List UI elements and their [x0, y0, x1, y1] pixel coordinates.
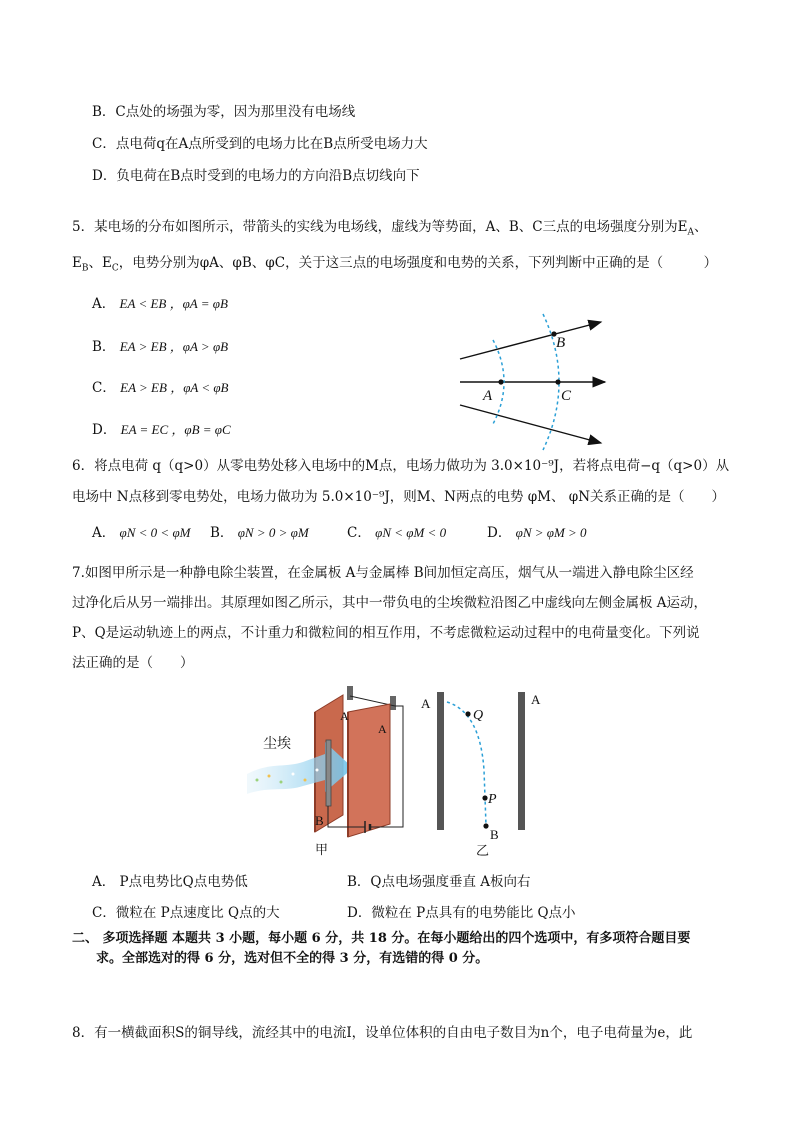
q5-option-c-label: C． [92, 380, 116, 396]
yi-plate-right [518, 692, 525, 830]
q4-option-b: B．C点处的场强为零，因为那里没有电场线 [92, 104, 356, 120]
field-line-top [460, 322, 601, 359]
q5-field-figure [455, 312, 615, 452]
q6-option-a-label: A． [92, 525, 116, 541]
q5-option-a-label: A． [92, 296, 116, 312]
q7-option-b: B．Q点电场强度垂直 A板向右 [347, 874, 531, 890]
q7-stem-line3: P、Q是运动轨迹上的两点，不计重力和微粒间的相互作用，不考虑微粒运动过程中的电荷量变化。下列说 [72, 625, 700, 641]
label-c: C [561, 388, 572, 404]
jia-label-rod: B [315, 813, 324, 828]
yi-label-a-right: A [531, 692, 541, 707]
q5-sep: 、E [88, 255, 112, 271]
q6-stem-line1: 6．将点电荷 q（q>0）从零电势处移入电场中的M点，电场力做功为 3.0×10⁻⁹J，若将点电荷−q（q>0）从 [72, 458, 730, 474]
post-right [390, 696, 396, 710]
yi-point-b [483, 823, 488, 828]
q7-figure-jia [245, 682, 420, 862]
jia-label: 甲 [315, 842, 329, 857]
q5-option-c [92, 378, 229, 398]
q5-sub-c: C [111, 263, 119, 274]
yi-label-p: P [488, 792, 497, 807]
q5-option-a-expr: EA < EB ，φA = φB [119, 296, 228, 311]
yi-label-q: Q [473, 708, 484, 723]
q8-stem-line1: 8．有一横截面积S的铜导线，流经其中的电流I，设单位体积的自由电子数目为n个，电子电荷量为e，此 [72, 1025, 693, 1041]
q7-stem-line1: 7.如图甲所示是一种静电除尘装置，在金属板 A与金属棒 B间加恒定高压，烟气从一端进入静电除尘区经 [72, 565, 694, 581]
q7-option-d: D．微粒在 P点具有的电势能比 Q点小 [347, 905, 576, 921]
yi-label-b: B [490, 827, 499, 842]
q5-sub-a: A [687, 227, 694, 238]
q7-stem-line2: 过净化后从另一端排出。其原理如图乙所示，其中一带负电的尘埃微粒沿图乙中虚线向左侧金属板 A运动， [72, 595, 708, 611]
q5-option-c-expr: EA > EB ，φA < φB [120, 380, 229, 395]
q7-option-a: A． P点电势比Q点电势低 [92, 874, 248, 890]
q5-option-b-label: B． [92, 339, 116, 355]
q6-option-c-expr: φN < φM < 0 [375, 525, 447, 540]
q5-option-d-label: D． [92, 422, 117, 438]
q6-option-d-expr: φN > φM > 0 [515, 525, 587, 540]
q7-stem-line4: 法正确的是（ ） [72, 655, 194, 671]
label-b: B [556, 335, 566, 351]
yi-label-a-left: A [421, 696, 431, 711]
q6-option-d-label: D． [487, 525, 512, 541]
q6-option-a [92, 523, 190, 543]
yi-point-q [465, 711, 470, 716]
q5-stem-text1: 5．某电场的分布如图所示，带箭头的实线为电场线，虚线为等势面，A、B、C三点的电场强度分别为E [72, 219, 688, 235]
q4-option-c: C．点电荷q在A点所受到的电场力比在B点所受电场力大 [92, 136, 428, 152]
q4-option-d: D．负电荷在B点时受到的电场力的方向沿B点切线向下 [92, 168, 420, 184]
field-line-bottom [460, 405, 601, 443]
jia-label-plate1: A [340, 709, 349, 723]
q5-e: E [72, 255, 82, 271]
q6-option-c [347, 523, 446, 543]
q6-option-b [210, 523, 309, 543]
post-left [347, 686, 353, 700]
label-a: A [483, 388, 493, 404]
section2-line1: 二、 多项选择题 本题共 3 小题，每小题 6 分，共 18 分。在每小题给出的四个选项中，有多项符合题目要 [72, 931, 691, 946]
point-a [498, 379, 503, 384]
q5-option-b-expr: EA > EB ，φA > φB [119, 339, 229, 354]
q6-option-d [487, 523, 587, 543]
q5-stem-end1: 、 [693, 219, 708, 235]
q6-option-c-label: C． [347, 525, 371, 541]
q7-figure-yi [418, 690, 553, 860]
jia-label-dust: 尘埃 [263, 737, 291, 752]
q5-option-b [92, 337, 228, 357]
q5-stem-line2 [72, 253, 717, 279]
section2-line2: 求。全部选对的得 6 分，选对但不全的得 3 分，有选错的得 0 分。 [96, 951, 489, 966]
q5-option-d-expr: EA = EC ，φB = φC [120, 422, 231, 437]
metal-rod-b [326, 740, 331, 806]
yi-plate-left [437, 692, 444, 830]
q6-stem-line2: 电场中 N点移到零电势处，电场力做功为 5.0×10⁻⁹J，则M、N两点的电势 φM、 φN关系正确的是（ ） [72, 489, 726, 505]
q5-stem-line1 [72, 217, 707, 243]
q6-option-b-expr: φN > 0 > φM [237, 525, 309, 540]
q5-option-a [92, 294, 228, 314]
q6-option-b-label: B． [210, 525, 234, 541]
q7-option-c: C．微粒在 P点速度比 Q点的大 [92, 905, 280, 921]
q5-sub-b: B [81, 263, 89, 274]
q5-stem-text2: ，电势分别为φA、φB、φC，关于这三点的电场强度和电势的关系，下列判断中正确的是（ ） [118, 255, 718, 271]
jia-label-plate2: A [378, 722, 387, 736]
yi-label: 乙 [476, 843, 490, 858]
yi-point-p [482, 795, 487, 800]
point-c [555, 379, 560, 384]
q5-option-d [92, 420, 231, 440]
q6-option-a-expr: φN < 0 < φM [119, 525, 191, 540]
